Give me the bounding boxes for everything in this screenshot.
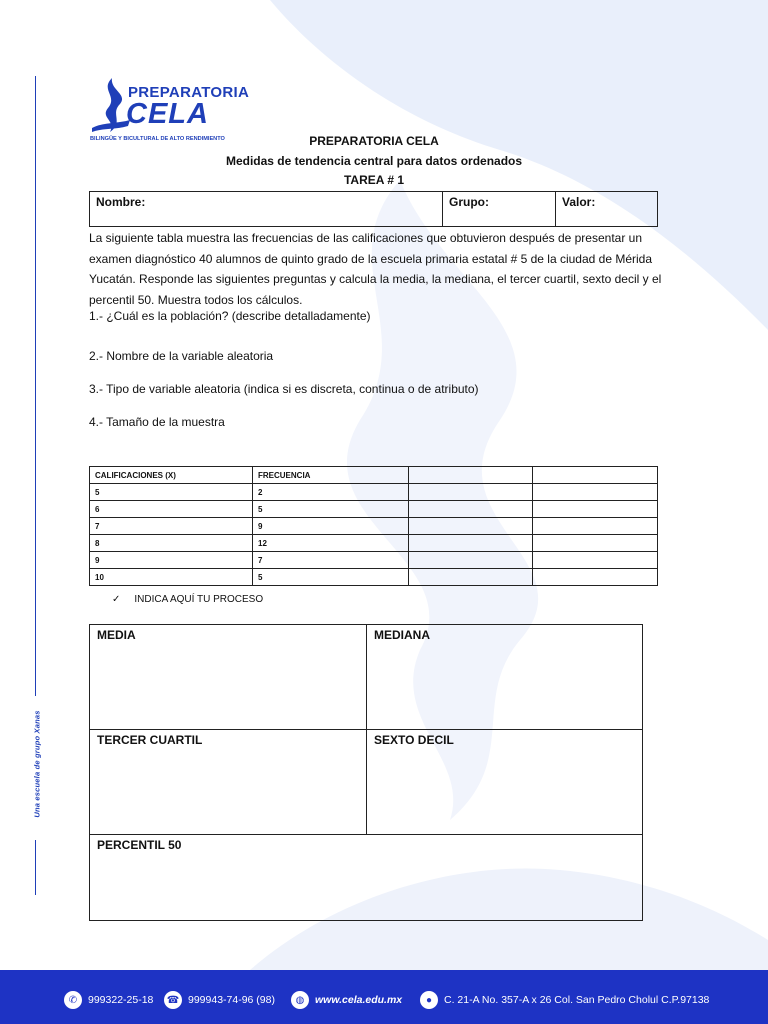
table-header-row xyxy=(90,467,658,484)
group-field[interactable]: Grupo: xyxy=(443,192,556,227)
footer-address xyxy=(420,991,709,1009)
footer-phone-number: 999943-74-96 (98) xyxy=(188,994,275,1006)
table-cell[interactable] xyxy=(409,501,533,518)
footer-address-text: C. 21-A No. 357-A x 26 Col. San Pedro Cholul C.P.97138 xyxy=(444,994,710,1006)
value-field[interactable]: Valor: xyxy=(556,192,658,227)
work-area xyxy=(89,624,643,921)
tagline: Una escuela de grupo Xanas xyxy=(32,710,42,818)
logo-cela: CELA xyxy=(126,98,209,130)
globe-icon: ◍ xyxy=(291,991,309,1009)
document-title: PREPARATORIA CELA xyxy=(309,134,439,148)
tercer-cuartil-label: TERCER CUARTIL xyxy=(97,733,203,747)
question-3: 3.- Tipo de variable aleatoria (indica si es discreta, continua o de atributo) xyxy=(89,382,479,396)
table-cell[interactable] xyxy=(409,552,533,569)
frequency-table xyxy=(89,466,658,586)
sexto-decil-label: SEXTO DECIL xyxy=(374,733,454,747)
percentil-50-label: PERCENTIL 50 xyxy=(97,838,182,852)
logo-preparatoria: PREPARATORIA xyxy=(128,84,250,101)
table-row xyxy=(90,569,658,586)
footer-whatsapp-number: 999322-25-18 xyxy=(88,994,154,1006)
tercer-cuartil-box[interactable] xyxy=(90,730,367,835)
media-label: MEDIA xyxy=(97,628,136,642)
table-cell[interactable] xyxy=(533,501,658,518)
phone-icon: ☎ xyxy=(164,991,182,1009)
table-cell: 5 xyxy=(90,484,253,501)
student-header-table xyxy=(89,191,658,227)
mediana-label: MEDIANA xyxy=(374,628,430,642)
process-note xyxy=(112,594,263,605)
footer-website-link[interactable]: www.cela.edu.mx xyxy=(315,994,403,1006)
table-cell[interactable] xyxy=(409,484,533,501)
table-header-cell: CALIFICACIONES (X) xyxy=(90,467,253,484)
whatsapp-icon: ✆ xyxy=(64,991,82,1009)
sexto-decil-box[interactable] xyxy=(367,730,642,835)
table-header-cell: FRECUENCIA xyxy=(253,467,409,484)
footer-website[interactable] xyxy=(291,991,402,1009)
table-cell[interactable] xyxy=(533,552,658,569)
document-subtitle: Medidas de tendencia central para datos ordenados xyxy=(225,154,523,168)
table-row xyxy=(90,535,658,552)
table-cell: 5 xyxy=(253,501,409,518)
footer-phone[interactable] xyxy=(164,991,275,1009)
table-cell: 10 xyxy=(90,569,253,586)
table-header-cell[interactable] xyxy=(533,467,658,484)
logo-subtitle: BILINGÜE Y BICULTURAL DE ALTO RENDIMIENTO xyxy=(90,136,225,142)
question-1: 1.- ¿Cuál es la población? (describe detalladamente) xyxy=(89,309,371,323)
table-cell[interactable] xyxy=(409,569,533,586)
table-row xyxy=(90,552,658,569)
table-cell: 2 xyxy=(253,484,409,501)
table-row xyxy=(90,484,658,501)
table-cell[interactable] xyxy=(533,518,658,535)
left-rule-bottom xyxy=(35,840,36,895)
table-cell: 6 xyxy=(90,501,253,518)
table-cell: 7 xyxy=(90,518,253,535)
flame-emblem-icon xyxy=(90,76,130,136)
table-cell[interactable] xyxy=(409,518,533,535)
mediana-box[interactable] xyxy=(367,625,642,730)
percentil-50-box[interactable] xyxy=(90,835,642,920)
table-cell: 12 xyxy=(253,535,409,552)
table-row xyxy=(90,518,658,535)
footer-whatsapp[interactable] xyxy=(64,991,153,1009)
table-row xyxy=(90,501,658,518)
name-field[interactable]: Nombre: xyxy=(90,192,443,227)
table-cell: 8 xyxy=(90,535,253,552)
intro-paragraph: La siguiente tabla muestra las frecuencias de las calificaciones que obtuvieron después de presentar un examen diagnóstico 40 alumnos de quinto grado de la escuela primaria estatal # 5 de la ciudad de Mérida Yucatán. Responde las siguientes preguntas y calcula la media, la mediana, el tercer cuartil, sexto decil y el percentil 50. Muestra todos los cálculos. xyxy=(89,231,662,307)
left-rule-top xyxy=(35,76,36,696)
table-cell[interactable] xyxy=(533,484,658,501)
location-pin-icon: ● xyxy=(420,991,438,1009)
table-header-cell[interactable] xyxy=(409,467,533,484)
check-icon: ✓ xyxy=(112,594,121,605)
table-cell[interactable] xyxy=(409,535,533,552)
table-cell: 7 xyxy=(253,552,409,569)
media-box[interactable] xyxy=(90,625,367,730)
table-cell[interactable] xyxy=(533,535,658,552)
table-cell[interactable] xyxy=(533,569,658,586)
question-2: 2.- Nombre de la variable aleatoria xyxy=(89,349,274,363)
table-cell: 9 xyxy=(90,552,253,569)
footer-bar xyxy=(0,970,768,1024)
table-cell: 5 xyxy=(253,569,409,586)
question-4: 4.- Tamaño de la muestra xyxy=(89,415,225,429)
process-note-label: INDICA AQUÍ TU PROCESO xyxy=(134,594,264,605)
table-cell: 9 xyxy=(253,518,409,535)
assignment-label: TAREA # 1 xyxy=(343,173,404,187)
